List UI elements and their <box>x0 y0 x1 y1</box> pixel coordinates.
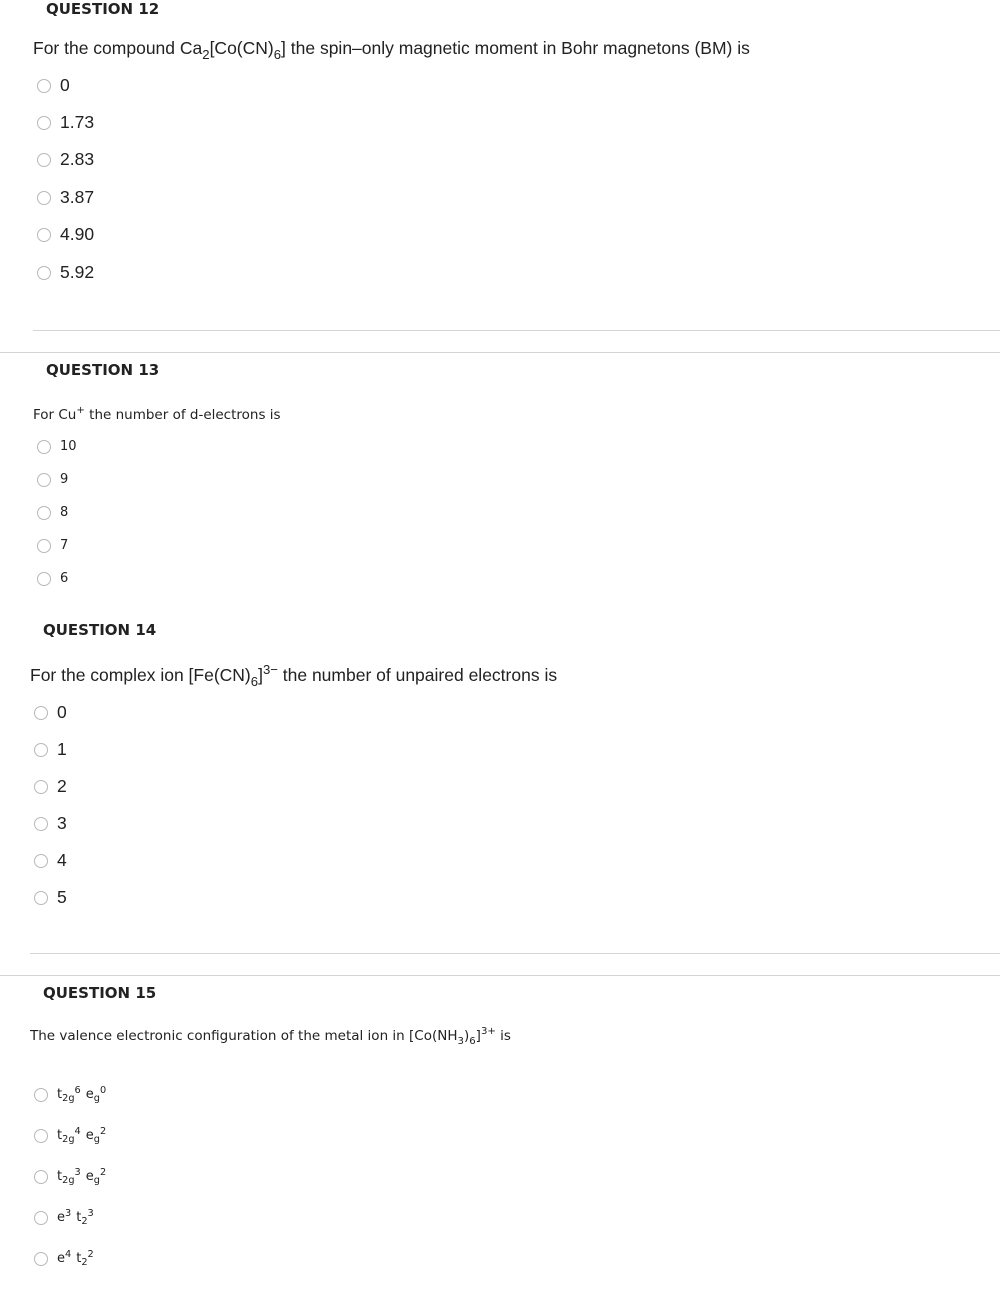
stem-subscript: 6 <box>273 46 282 62</box>
q13-option-4[interactable] <box>37 538 68 553</box>
option-label: $t_{2g}^4$ $e_g^2$ <box>57 1125 107 1146</box>
q12-option-3[interactable] <box>37 149 94 170</box>
q12-option-2[interactable] <box>37 112 94 133</box>
option-label: $t_{2g}^6$ $e_g^0$ <box>57 1084 107 1105</box>
q14-option-5[interactable] <box>34 850 67 871</box>
option-label: 5 <box>57 887 67 907</box>
question-15-stem <box>30 1026 511 1047</box>
stem-subscript: 6 <box>469 1035 476 1047</box>
divider <box>0 975 1000 976</box>
radio-button[interactable] <box>37 506 51 520</box>
q14-option-2[interactable] <box>34 739 67 760</box>
option-label: 7 <box>60 538 69 553</box>
stem-superscript: 3+ <box>480 1026 496 1038</box>
radio-button[interactable] <box>34 1129 48 1143</box>
q13-option-3[interactable] <box>37 505 68 520</box>
radio-button[interactable] <box>34 780 48 794</box>
divider <box>30 953 1000 954</box>
stem-text: ] <box>475 1028 481 1044</box>
question-13-title: QUESTION 13 <box>46 361 160 379</box>
stem-text: ] <box>258 665 263 685</box>
option-label: 2.83 <box>60 149 95 169</box>
option-label: 4 <box>57 850 67 870</box>
radio-button[interactable] <box>37 116 51 130</box>
option-label: 3.87 <box>60 187 95 207</box>
option-label: 1 <box>57 739 67 759</box>
option-label: 10 <box>60 439 77 454</box>
stem-superscript: 3− <box>262 661 278 677</box>
stem-text: is <box>495 1028 511 1044</box>
radio-button[interactable] <box>34 817 48 831</box>
option-label: 3 <box>57 813 67 833</box>
option-label: 2 <box>57 776 67 796</box>
radio-button[interactable] <box>37 539 51 553</box>
question-15-title: QUESTION 15 <box>43 984 157 1002</box>
q15-option-3[interactable] <box>34 1166 107 1187</box>
q15-option-4[interactable] <box>34 1207 94 1228</box>
radio-button[interactable] <box>34 743 48 757</box>
radio-button[interactable] <box>34 854 48 868</box>
option-label: $t_{2g}^3$ $e_g^2$ <box>57 1166 107 1187</box>
q15-option-1[interactable] <box>34 1084 107 1105</box>
radio-button[interactable] <box>37 440 51 454</box>
radio-button[interactable] <box>34 891 48 905</box>
question-12-stem <box>33 38 750 62</box>
radio-button[interactable] <box>34 1088 48 1102</box>
radio-button[interactable] <box>34 1211 48 1225</box>
divider <box>33 330 1000 331</box>
stem-text: The valence electronic configuration of the metal ion in [Co(NH <box>30 1028 458 1044</box>
divider <box>0 352 1000 353</box>
question-14-stem <box>30 661 558 689</box>
stem-subscript: 6 <box>250 673 259 689</box>
q13-option-5[interactable] <box>37 571 68 586</box>
q12-option-5[interactable] <box>37 224 94 245</box>
radio-button[interactable] <box>37 153 51 167</box>
stem-subscript: 2 <box>202 46 210 62</box>
stem-text: [Co(CN) <box>209 38 274 58</box>
q13-option-2[interactable] <box>37 472 68 487</box>
stem-text: For Cu <box>33 407 77 423</box>
radio-button[interactable] <box>34 706 48 720</box>
option-label: 5.92 <box>60 262 95 282</box>
radio-button[interactable] <box>37 79 51 93</box>
option-label: 0 <box>57 702 67 722</box>
radio-button[interactable] <box>37 191 51 205</box>
q14-option-4[interactable] <box>34 813 67 834</box>
stem-text: the number of unpaired electrons is <box>277 665 558 685</box>
stem-text: ] the spin–only magnetic moment in Bohr magnetons (BM) is <box>281 38 750 58</box>
stem-text: For the compound Ca <box>33 38 203 58</box>
radio-button[interactable] <box>37 266 51 280</box>
q14-option-3[interactable] <box>34 776 67 797</box>
option-label: 9 <box>60 472 69 487</box>
option-label: 4.90 <box>60 224 95 244</box>
option-label: 8 <box>60 505 69 520</box>
q15-option-2[interactable] <box>34 1125 107 1146</box>
stem-text: the number of d-electrons is <box>84 407 281 423</box>
q15-option-5[interactable] <box>34 1248 94 1269</box>
question-13-stem <box>33 407 281 423</box>
option-label: $e^3$ $t_2^3$ <box>57 1207 94 1228</box>
q12-option-6[interactable] <box>37 262 94 283</box>
stem-superscript: + <box>76 405 85 417</box>
radio-button[interactable] <box>37 228 51 242</box>
stem-subscript: 3 <box>457 1035 464 1047</box>
q14-option-6[interactable] <box>34 887 67 908</box>
q12-option-1[interactable] <box>37 75 70 96</box>
option-label: 1.73 <box>60 112 95 132</box>
q13-option-1[interactable] <box>37 439 77 454</box>
question-12-title: QUESTION 12 <box>46 0 160 18</box>
q12-option-4[interactable] <box>37 187 94 208</box>
option-label: 6 <box>60 571 69 586</box>
radio-button[interactable] <box>34 1170 48 1184</box>
q14-option-1[interactable] <box>34 702 67 723</box>
question-14-title: QUESTION 14 <box>43 621 157 639</box>
option-label: $e^4$ $t_2^2$ <box>57 1248 94 1269</box>
radio-button[interactable] <box>37 572 51 586</box>
radio-button[interactable] <box>37 473 51 487</box>
option-label: 0 <box>60 75 70 95</box>
radio-button[interactable] <box>34 1252 48 1266</box>
stem-text: For the complex ion [Fe(CN) <box>30 665 251 685</box>
stem-text: ) <box>463 1028 470 1044</box>
